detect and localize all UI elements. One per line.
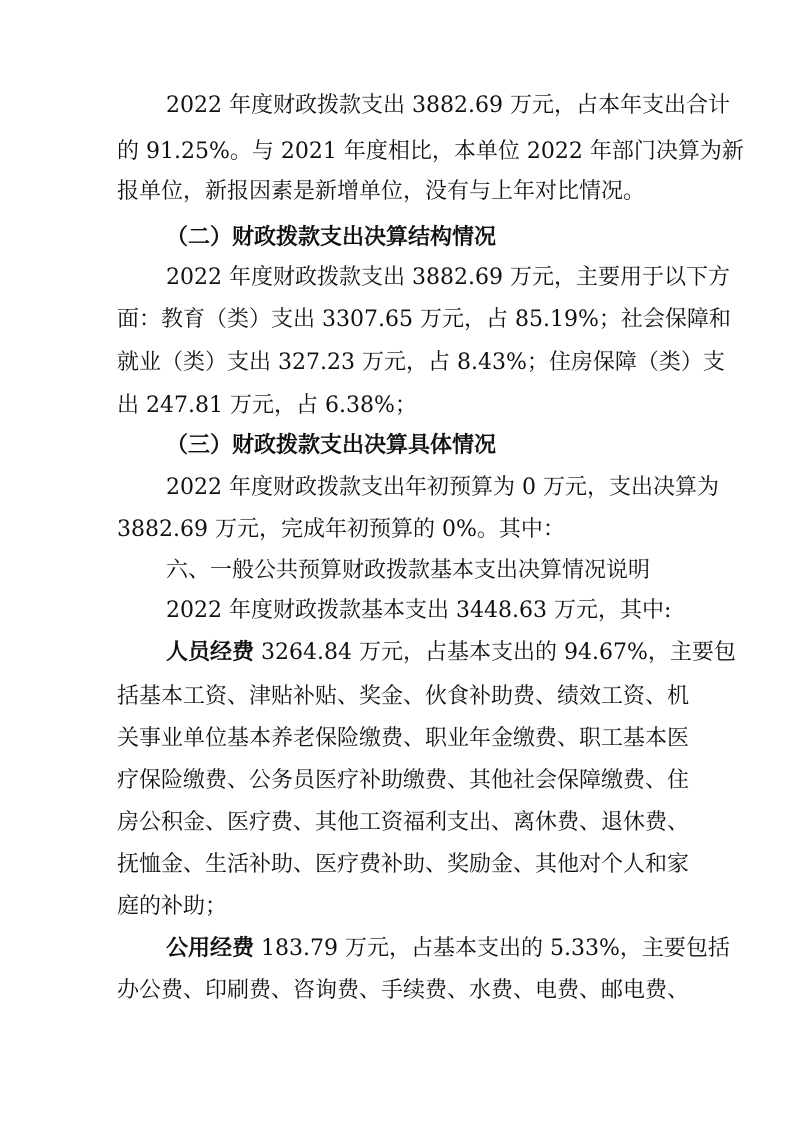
- paragraph-line: [0, 929, 793, 969]
- line-text: 办公费、印刷费、咨询费、手续费、水费、电费、邮电费、: [117, 978, 690, 1003]
- paragraph-line: [0, 386, 793, 426]
- line-text: 2022 年度财政拨款支出 3882.69 万元，占本年支出合计: [166, 93, 730, 118]
- line-text: 出 247.81 万元，占 6.38%；: [117, 393, 417, 418]
- paragraph-line: [0, 258, 793, 298]
- paragraph-line: [0, 300, 793, 340]
- line-text: 2022 年度财政拨款基本支出 3448.63 万元，其中:: [166, 598, 672, 623]
- line-text: 183.79 万元，占基本支出的 5.33%，主要包括: [254, 936, 730, 961]
- paragraph-line: [0, 803, 793, 843]
- line-text: 抚恤金、生活补助、医疗费补助、奖励金、其他对个人和家: [117, 852, 690, 877]
- line-text: 括基本工资、津贴补贴、奖金、伙食补助费、绩效工资、机: [117, 684, 690, 709]
- paragraph-line: [0, 132, 793, 172]
- paragraph-line: [0, 887, 793, 927]
- paragraph-line: [0, 971, 793, 1011]
- line-text: 就业（类）支出 327.23 万元，占 8.43%；住房保障（类）支: [117, 350, 725, 375]
- section-heading: [0, 218, 793, 258]
- paragraph-line: [0, 633, 793, 673]
- line-text: 庭的补助；: [117, 894, 228, 919]
- paragraph-line: [0, 86, 793, 126]
- line-text: 房公积金、医疗费、其他工资福利支出、离休费、退休费、: [117, 810, 690, 835]
- heading-text: （二）财政拨款支出决算结构情况: [166, 225, 497, 250]
- section-heading: [0, 426, 793, 466]
- line-text: 3882.69 万元，完成年初预算的 0%。其中：: [117, 517, 565, 542]
- heading-text: 六、一般公共预算财政拨款基本支出决算情况说明: [166, 558, 651, 583]
- line-text: 2022 年度财政拨款支出年初预算为 0 万元，支出决算为: [166, 475, 719, 500]
- line-text: 疗保险缴费、公务员医疗补助缴费、其他社会保障缴费、住: [117, 768, 690, 793]
- line-text: 3264.84 万元，占基本支出的 94.67%，主要包: [254, 640, 736, 665]
- paragraph-line: [0, 719, 793, 759]
- paragraph-line: [0, 845, 793, 885]
- heading-text: （三）财政拨款支出决算具体情况: [166, 433, 497, 458]
- paragraph-line: [0, 591, 793, 631]
- line-text: 报单位，新报因素是新增单位，没有与上年对比情况。: [117, 179, 646, 204]
- paragraph-line: [0, 343, 793, 383]
- line-text: 的 91.25%。与 2021 年度相比，本单位 2022 年部门决算为新: [117, 139, 744, 164]
- personnel-expense-term: 人员经费: [166, 640, 255, 665]
- line-text: 2022 年度财政拨款支出 3882.69 万元，主要用于以下方: [166, 265, 730, 290]
- paragraph-line: [0, 677, 793, 717]
- paragraph-line: [0, 761, 793, 801]
- line-text: 面：教育（类）支出 3307.65 万元，占 85.19%；社会保障和: [117, 307, 731, 332]
- line-text: 关事业单位基本养老保险缴费、职业年金缴费、职工基本医: [117, 726, 690, 751]
- paragraph-line: [0, 172, 793, 212]
- paragraph-line: [0, 510, 793, 550]
- section-heading: [0, 551, 793, 591]
- public-expense-term: 公用经费: [166, 936, 255, 961]
- paragraph-line: [0, 468, 793, 508]
